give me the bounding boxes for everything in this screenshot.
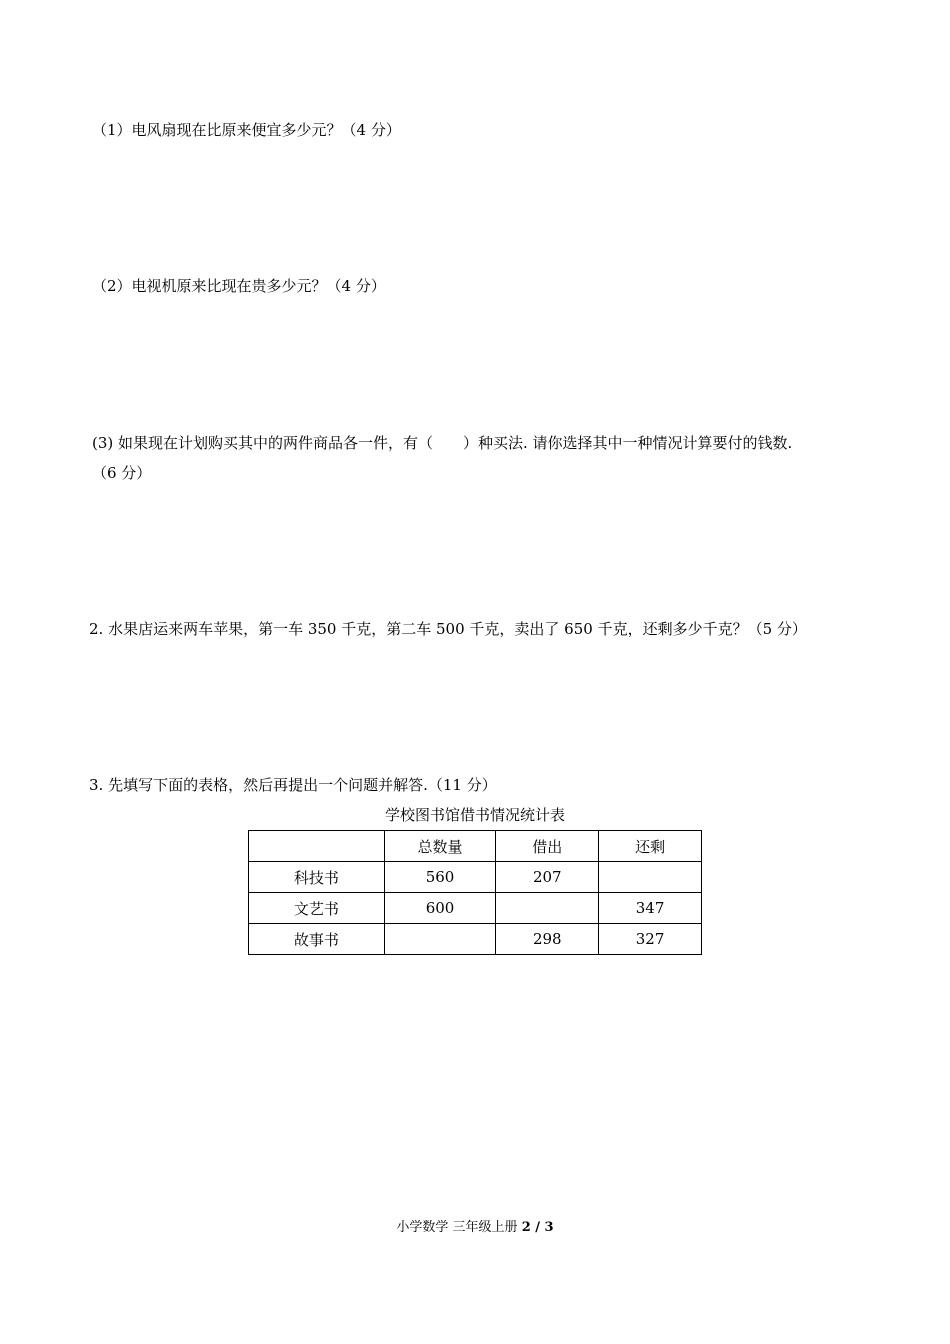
book-statistics-table <box>248 830 702 955</box>
question-1-3-line-1: (3) 如果现在计划购买其中的两件商品各一件，有（ ）种买法. 请你选择其中一种情况计算要付的钱数. <box>92 434 793 452</box>
table-title: 学校图书馆借书情况统计表 <box>384 806 565 824</box>
question-1-3-line-2: （6 分） <box>92 464 152 482</box>
table-cell: 560 <box>384 862 496 893</box>
table-cell: 327 <box>599 924 702 955</box>
footer-label: 小学数学 三年级上册 <box>396 1220 522 1235</box>
table-cell: 347 <box>599 893 702 924</box>
table-cell: 故事书 <box>249 924 385 955</box>
table-cell: 文艺书 <box>249 893 385 924</box>
table-row <box>249 924 702 955</box>
table-cell-blank[interactable] <box>599 862 702 893</box>
question-3: 3. 先填写下面的表格，然后再提出一个问题并解答.（11 分） <box>89 776 497 794</box>
question-1-1: （1）电风扇现在比原来便宜多少元？（4 分） <box>92 121 401 139</box>
table-row <box>249 862 702 893</box>
table-header-cell <box>249 831 385 862</box>
page-number: 2 / 3 <box>521 1220 554 1235</box>
question-2: 2. 水果店运来两车苹果，第一车 350 千克，第二车 500 千克，卖出了 650 千克，还剩多少千克？（5 分） <box>89 620 807 638</box>
table-cell-blank[interactable] <box>384 924 496 955</box>
table-row <box>249 893 702 924</box>
table-header-cell: 还剩 <box>599 831 702 862</box>
table-cell: 科技书 <box>249 862 385 893</box>
table-cell: 298 <box>496 924 599 955</box>
table-header-cell: 总数量 <box>384 831 496 862</box>
page-footer <box>0 1219 950 1237</box>
table-cell-blank[interactable] <box>496 893 599 924</box>
question-1-2: （2）电视机原来比现在贵多少元？（4 分） <box>92 277 386 295</box>
table-cell: 600 <box>384 893 496 924</box>
table-header-cell: 借出 <box>496 831 599 862</box>
table-header-row <box>249 831 702 862</box>
table-cell: 207 <box>496 862 599 893</box>
